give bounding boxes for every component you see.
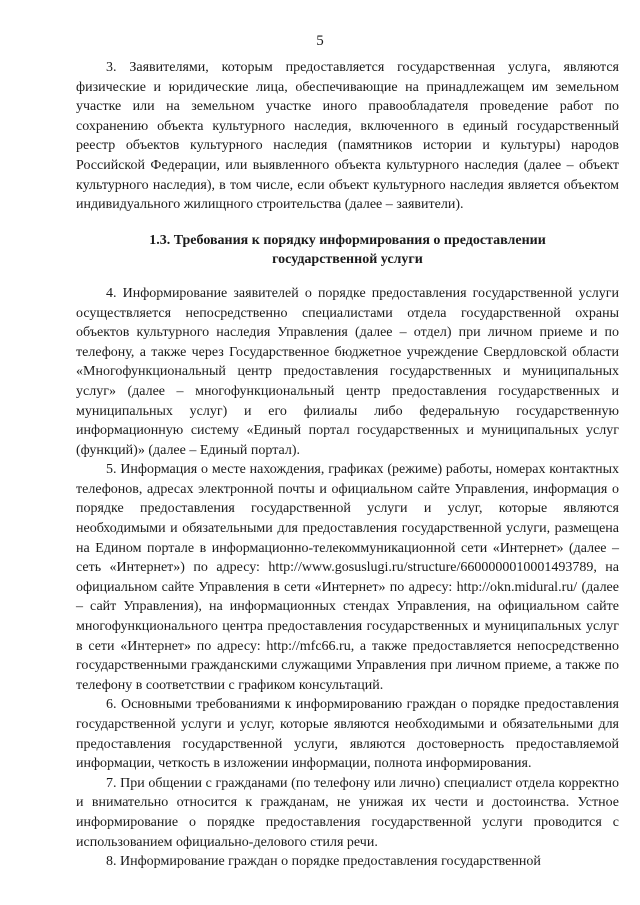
- paragraph-3: 3. Заявителями, которым предоставляется государственная услуга, являются физические и юридические лица, обеспечивающие на принадлежащем им земельном участке или на земельном участке иного правообладателя проведение работ по сохранению объекта культурного наследия, включенного в единый государственный реестр объектов культурного наследия (памятников истории и культуры) народов Российской Федерации, или выявленного объекта культурного наследия (далее – объект культурного наследия), в том числе, если объект культурного наследия является объектом индивидуального жилищного строительства (далее – заявители).: [76, 60, 619, 213]
- paragraph-6: 6. Основными требованиями к информированию граждан о порядке предоставления государственной услуги и услуг, которые являются необходимыми и обязательными для предоставления государственной услуги, являются достоверность предоставляемой информации, четкость в изложении информации, полнота информирования.: [76, 697, 619, 772]
- paragraph-5: 5. Информация о месте нахождения, графиках (режиме) работы, номерах контактных телефонов, адресах электронной почты и официальном сайте Управления, информация о порядке предоставления государственной услуги и услуг, которые являются необходимыми и обязательными для предоставления государственной услуги, размещена на Едином портале в информационно-телекоммуникационной сети «Интернет» (далее – сеть «Интернет») по адресу: http://www.gosuslugi.ru/structure/6600000010001493789, на официальном сайте Управления в сети «Интернет» по адресу: http://okn.midural.ru/ (далее – сайт Управления), на информационных стендах Управления, на официальном сайте многофункционального центра предоставления государственных и муниципальных услуг в сети «Интернет» по адресу: http://mfc66.ru, а также предоставляется непосредственно государственными гражданскими служащими Управления при личном приеме, а также по телефону в соответствии с графиком консультаций.: [76, 462, 619, 693]
- section-heading: 1.3. Требования к порядку информирования о предоставлении государственной услуги: [149, 232, 546, 268]
- document-body: [76, 58, 619, 872]
- paragraph-7: 7. При общении с гражданами (по телефону или лично) специалист отдела корректно и внимательно относится к гражданам, не унижая их чести и достоинства. Устное информирование о порядке предоставления государственной услуги проводится с использованием официально-делового стиля речи.: [76, 775, 619, 850]
- paragraph-8: 8. Информирование граждан о порядке предоставления государственной: [106, 854, 541, 870]
- paragraph-4: 4. Информирование заявителей о порядке предоставления государственной услуги осуществляется непосредственно специалистами отдела государственной охраны объектов культурного наследия Управления (далее – отдел) при личном приеме и по телефону, а также через Государственное бюджетное учреждение Свердловской области «Многофункциональный центр предоставления государственных и муниципальных услуг» (далее – многофункциональный центр предоставления государственных и муниципальных услуг) и его филиалы либо федеральную государственную информационную систему «Единый портал государственных и муниципальных услуг (функций)» (далее – Единый портал).: [76, 285, 619, 458]
- page-number: 5: [316, 33, 324, 49]
